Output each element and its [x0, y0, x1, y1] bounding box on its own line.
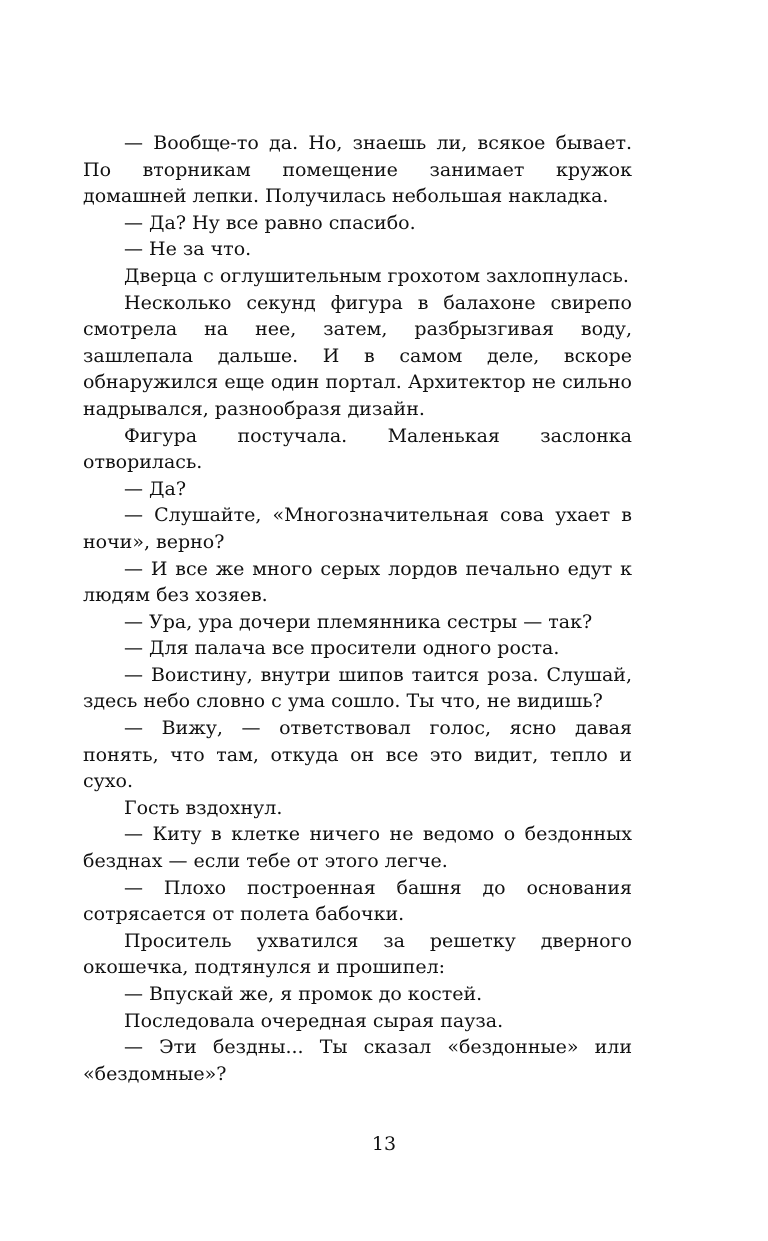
- paragraph: Дверца с оглушительным грохотом захлопнулась.: [124, 264, 629, 287]
- paragraph: — Вообще-то да. Но, знаешь ли, всякое бывает. По вторникам помещение занимает кружок домашней лепки. Получилась небольшая накладка.: [83, 132, 632, 208]
- paragraph: — Не за что.: [124, 238, 252, 261]
- paragraph: — И все же много серых лордов печально едут к людям без хозяев.: [83, 557, 632, 607]
- paragraph: Гость вздохнул.: [124, 796, 283, 819]
- paragraph: Несколько секунд фигура в балахоне свирепо смотрела на нее, затем, разбрызгивая воду, зашлепала дальше. И в самом деле, вскоре обнаружился еще один портал. Архитектор не сильно надрывался, разнообразя дизайн.: [83, 291, 632, 420]
- paragraph: — Впускай же, я промок до костей.: [124, 983, 483, 1005]
- paragraph: — Эти бездны... Ты сказал «бездонные» или «бездомные»?: [83, 1036, 632, 1085]
- paragraph: — Да? Ну все равно спасибо.: [124, 211, 416, 234]
- paragraph: — Киту в клетке ничего не ведомо о бездонных безднах — если тебе от этого легче.: [83, 823, 632, 873]
- paragraph: — Воистину, внутри шипов таится роза. Слушай, здесь небо словно с ума сошло. Ты что, не видишь?: [83, 663, 632, 713]
- paragraph: — Слушайте, «Многозначительная сова ухает в ночи», верно?: [83, 504, 632, 553]
- paragraph: Фигура постучала. Маленькая заслонка отворилась.: [83, 424, 632, 474]
- paragraph: — Да?: [124, 477, 187, 500]
- page-number: 13: [371, 1133, 397, 1155]
- paragraph: — Плохо построенная башня до основания сотрясается от полета бабочки.: [83, 876, 632, 926]
- paragraph: Проситель ухватился за решетку дверного окошечка, подтянулся и прошипел:: [83, 929, 632, 979]
- page-body: [83, 130, 632, 1087]
- paragraph: — Ура, ура дочери племянника сестры — так?: [124, 610, 593, 633]
- paragraph: Последовала очередная сырая пауза.: [124, 1009, 504, 1032]
- paragraph: — Вижу, — ответствовал голос, ясно давая понять, что там, откуда он все это видит, тепло и сухо.: [83, 717, 632, 793]
- paragraph: — Для палача все просители одного роста.: [124, 637, 560, 660]
